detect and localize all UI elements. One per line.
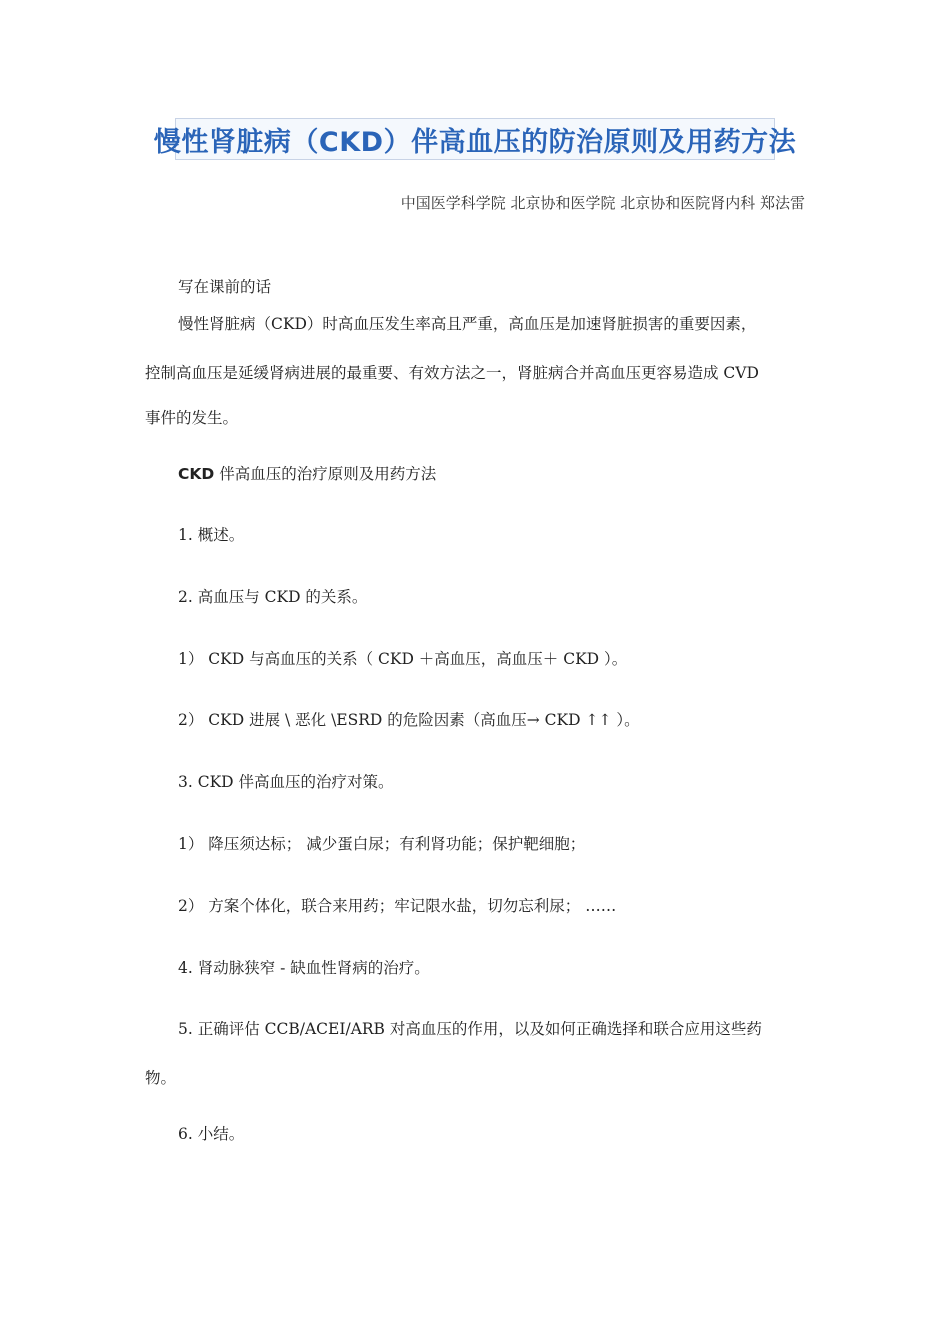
list-item-2-sub-1: 1） CKD 与高血压的关系（ CKD ＋高血压，高血压＋ CKD ）。: [178, 650, 628, 668]
title-banner: [153, 118, 797, 160]
section-heading-text: 伴高血压的治疗原则及用药方法: [214, 465, 437, 483]
list-item-3-sub-1: 1） 降压须达标； 减少蛋白尿；有利肾功能；保护靶细胞；: [178, 835, 586, 853]
list-item-2-sub-2: 2） CKD 进展 \ 恶化 \ESRD 的危险因素（高血压→ CKD ↑↑ ）。: [178, 711, 640, 729]
intro-paragraph-line-2: 控制高血压是延缓肾病进展的最重要、有效方法之一，肾脏病合并高血压更容易造成 CVD: [145, 364, 759, 382]
list-item-3: 3. CKD 伴高血压的治疗对策。: [178, 773, 394, 791]
list-item-5-line-2: 物。: [145, 1069, 177, 1087]
list-item-6: 6. 小结。: [178, 1125, 245, 1143]
document-title: 慢性肾脏病（CKD）伴高血压的防治原则及用药方法: [153, 126, 797, 158]
list-item-4: 4. 肾动脉狭窄 - 缺血性肾病的治疗。: [178, 959, 430, 977]
list-item-3-sub-2: 2） 方案个体化，联合来用药；牢记限水盐，切勿忘利尿； ……: [178, 897, 617, 915]
intro-paragraph-line-3: 事件的发生。: [145, 409, 239, 427]
author-line: 中国医学科学院 北京协和医学院 北京协和医院肾内科 郑法雷: [400, 194, 805, 212]
list-item-1: 1. 概述。: [178, 526, 245, 544]
intro-paragraph-line-1: 慢性肾脏病（CKD）时高血压发生率高且严重，高血压是加速肾脏损害的重要因素，: [178, 315, 757, 333]
section-heading-ckd: CKD: [178, 465, 215, 483]
section-heading: [178, 462, 436, 484]
intro-heading: 写在课前的话: [178, 278, 272, 296]
list-item-5-line-1: 5. 正确评估 CCB/ACEI/ARB 对高血压的作用，以及如何正确选择和联合应用这些药: [178, 1020, 762, 1038]
list-item-2: 2. 高血压与 CKD 的关系。: [178, 588, 368, 606]
